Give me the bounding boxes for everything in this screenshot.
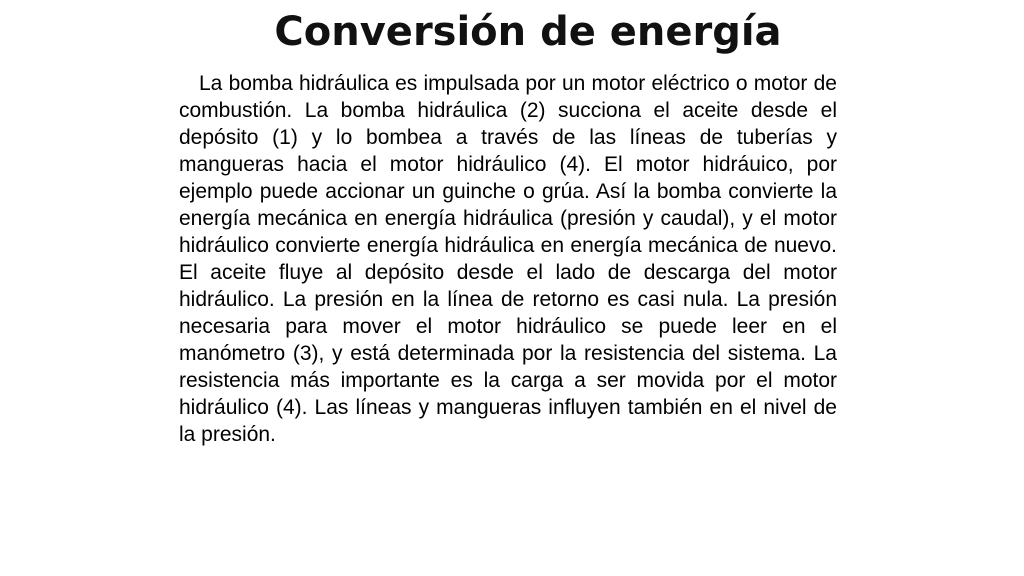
- slide-body-paragraph: La bomba hidráulica es impulsada por un motor eléctrico o motor de combustión. La bomba hidráulica (2) succiona el aceite desde el depósito (1) y lo bombea a través de las líneas de tuberías y mangueras hacia el motor hidráulico (4). El motor hidráuico, por ejemplo puede accionar un guinche o grúa. Así la bomba convierte la energía mecánica en energía hidráulica (presión y caudal), y el motor hidráulico convierte energía hidráulica en energía mecánica de nuevo. El aceite fluye al depósito desde el lado de descarga del motor hidráulico. La presión en la línea de retorno es casi nula. La presión necesaria para mover el motor hidráulico se puede leer en el manómetro (3), y está determinada por la resistencia del sistema. La resistencia más importante es la carga a ser movida por el motor hidráulico (4). Las líneas y mangueras influyen también en el nivel de la presión.: [179, 72, 837, 446]
- slide-title: Conversión de energía: [274, 9, 782, 55]
